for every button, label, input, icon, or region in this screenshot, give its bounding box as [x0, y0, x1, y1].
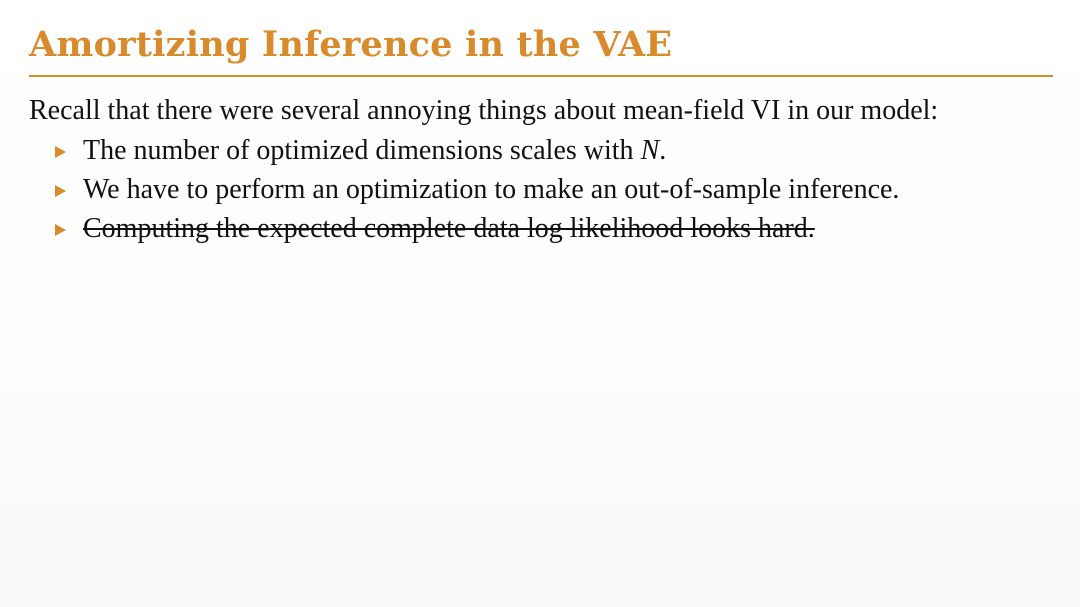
triangle-right-icon: [55, 185, 66, 197]
title-divider: [29, 75, 1053, 77]
triangle-right-icon: [55, 224, 66, 236]
bullet-text: [83, 133, 666, 169]
bullet-text: We have to perform an optimization to make an out-of-sample inference.: [83, 174, 900, 205]
bullet-text-suffix: .: [659, 135, 667, 166]
triangle-right-icon: [55, 146, 66, 158]
bullet-text-struck: Computing the expected complete data log likelihood looks hard.: [83, 213, 815, 244]
math-variable: N: [640, 135, 660, 166]
slide-title: Amortizing Inference in the VAE: [29, 24, 673, 65]
intro-text: Recall that there were several annoying things about mean-field VI in our model:: [29, 95, 939, 126]
bullet-text-body: The number of optimized dimensions scales with: [83, 135, 641, 166]
